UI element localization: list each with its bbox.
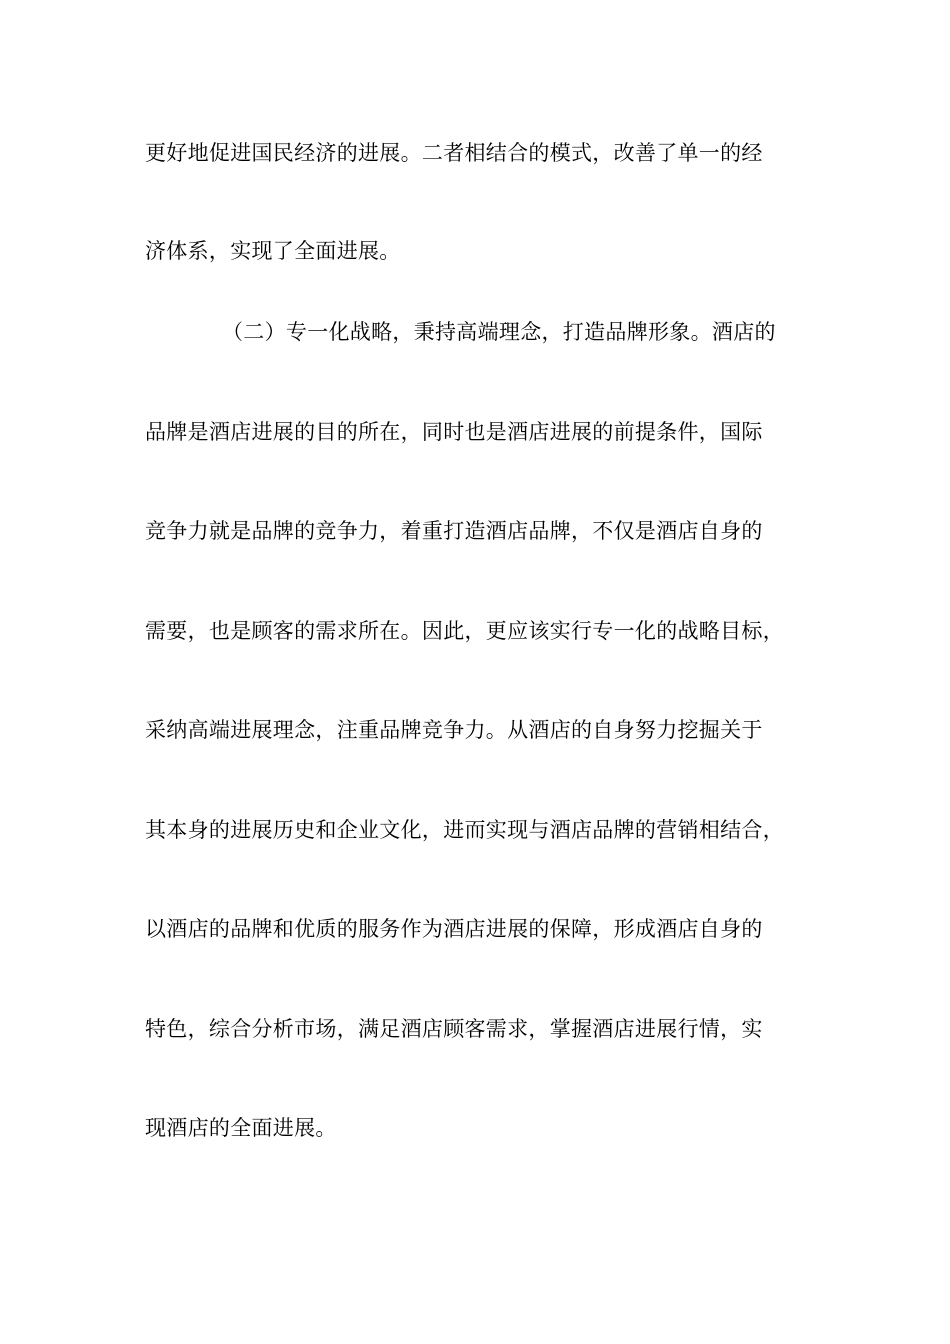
text-line: 其本身的进展历史和企业文化，进而实现与酒店品牌的营销相结合， [145,818,784,842]
text-line: 品牌是酒店进展的目的所在，同时也是酒店进展的前提条件，国际 [145,420,763,444]
text-line: 采纳高端进展理念，注重品牌竞争力。从酒店的自身努力挖掘关于 [145,718,763,742]
text-line: 现酒店的全面进展。 [145,1116,337,1140]
text-line: 特色，综合分析市场，满足酒店顾客需求，掌握酒店进展行情，实 [145,1017,763,1041]
text-line: 以酒店的品牌和优质的服务作为酒店进展的保障，形成酒店自身的 [145,917,763,941]
text-line: 济体系，实现了全面进展。 [145,239,401,263]
text-line: 更好地促进国民经济的进展。二者相结合的模式，改善了单一的经 [145,141,763,165]
section-heading-line: （二）专一化战略，秉持高端理念，打造品牌形象。酒店的 [222,320,776,344]
text-line: 需要，也是顾客的需求所在。因此，更应该实行专一化的战略目标， [145,619,784,643]
text-line: 竞争力就是品牌的竞争力，着重打造酒店品牌，不仅是酒店自身的 [145,519,763,543]
